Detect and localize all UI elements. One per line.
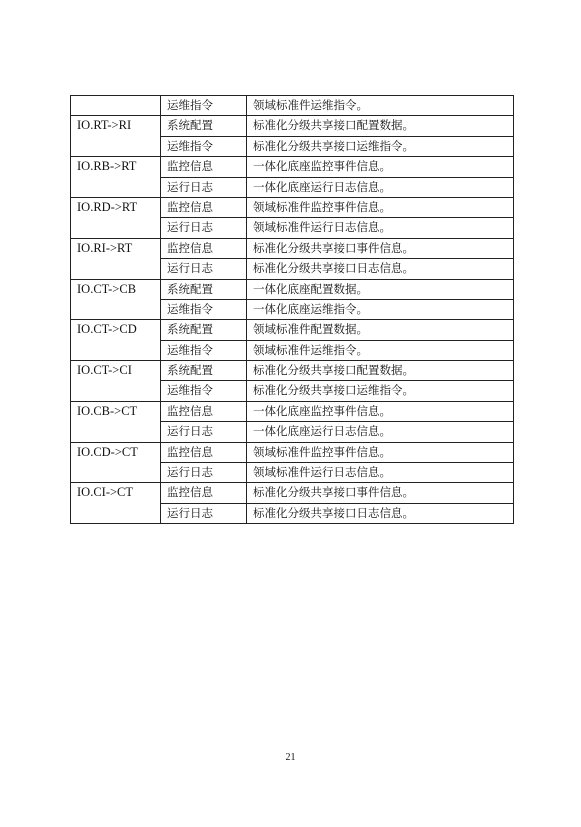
info-type-cell: 系统配置 bbox=[161, 361, 247, 381]
interface-cell: IO.RT->RI bbox=[71, 116, 161, 157]
info-type-cell: 监控信息 bbox=[161, 197, 247, 217]
description-cell: 领域标准件运行日志信息。 bbox=[247, 218, 514, 238]
info-type-cell: 系统配置 bbox=[161, 279, 247, 299]
table-row bbox=[71, 197, 514, 217]
interface-cell bbox=[71, 96, 161, 116]
interface-cell: IO.RD->RT bbox=[71, 197, 161, 238]
table-row bbox=[71, 157, 514, 177]
info-type-cell: 系统配置 bbox=[161, 320, 247, 340]
description-cell: 标准化分级共享接口日志信息。 bbox=[247, 503, 514, 523]
info-type-cell: 运行日志 bbox=[161, 463, 247, 483]
table-row bbox=[71, 320, 514, 340]
info-type-cell: 运维指令 bbox=[161, 136, 247, 156]
description-cell: 领域标准件配置数据。 bbox=[247, 320, 514, 340]
table-row bbox=[71, 96, 514, 116]
interface-cell: IO.CT->CD bbox=[71, 320, 161, 361]
table-row bbox=[71, 238, 514, 258]
table-row bbox=[71, 361, 514, 381]
info-type-cell: 监控信息 bbox=[161, 442, 247, 462]
info-type-cell: 系统配置 bbox=[161, 116, 247, 136]
info-type-cell: 运维指令 bbox=[161, 340, 247, 360]
table-row bbox=[71, 442, 514, 462]
info-type-cell: 运行日志 bbox=[161, 218, 247, 238]
interface-cell: IO.RB->RT bbox=[71, 157, 161, 198]
info-type-cell: 运维指令 bbox=[161, 96, 247, 116]
interface-cell: IO.CT->CI bbox=[71, 361, 161, 402]
description-cell: 一体化底座监控事件信息。 bbox=[247, 401, 514, 421]
info-type-cell: 运行日志 bbox=[161, 259, 247, 279]
info-type-cell: 运维指令 bbox=[161, 299, 247, 319]
info-type-cell: 运行日志 bbox=[161, 177, 247, 197]
page-number: 21 bbox=[285, 752, 296, 763]
description-cell: 一体化底座监控事件信息。 bbox=[247, 157, 514, 177]
description-cell: 一体化底座配置数据。 bbox=[247, 279, 514, 299]
table-row bbox=[71, 401, 514, 421]
table-row bbox=[71, 483, 514, 503]
description-cell: 一体化底座运行日志信息。 bbox=[247, 177, 514, 197]
table-row bbox=[71, 279, 514, 299]
description-cell: 一体化底座运行日志信息。 bbox=[247, 422, 514, 442]
description-cell: 领域标准件运维指令。 bbox=[247, 340, 514, 360]
info-type-cell: 监控信息 bbox=[161, 483, 247, 503]
info-type-cell: 运行日志 bbox=[161, 422, 247, 442]
info-type-cell: 运行日志 bbox=[161, 503, 247, 523]
interface-cell: IO.CD->CT bbox=[71, 442, 161, 483]
description-cell: 领域标准件运维指令。 bbox=[247, 96, 514, 116]
info-type-cell: 监控信息 bbox=[161, 238, 247, 258]
description-cell: 领域标准件运行日志信息。 bbox=[247, 463, 514, 483]
table-row bbox=[71, 116, 514, 136]
description-cell: 标准化分级共享接口配置数据。 bbox=[247, 361, 514, 381]
info-type-cell: 运维指令 bbox=[161, 381, 247, 401]
description-cell: 一体化底座运维指令。 bbox=[247, 299, 514, 319]
description-cell: 标准化分级共享接口配置数据。 bbox=[247, 116, 514, 136]
description-cell: 标准化分级共享接口日志信息。 bbox=[247, 259, 514, 279]
info-type-cell: 监控信息 bbox=[161, 401, 247, 421]
interface-table bbox=[70, 95, 514, 524]
description-cell: 标准化分级共享接口事件信息。 bbox=[247, 483, 514, 503]
interface-cell: IO.RI->RT bbox=[71, 238, 161, 279]
description-cell: 标准化分级共享接口运维指令。 bbox=[247, 136, 514, 156]
description-cell: 领域标准件监控事件信息。 bbox=[247, 442, 514, 462]
info-type-cell: 监控信息 bbox=[161, 157, 247, 177]
description-cell: 标准化分级共享接口事件信息。 bbox=[247, 238, 514, 258]
description-cell: 领域标准件监控事件信息。 bbox=[247, 197, 514, 217]
interface-cell: IO.CB->CT bbox=[71, 401, 161, 442]
interface-cell: IO.CT->CB bbox=[71, 279, 161, 320]
description-cell: 标准化分级共享接口运维指令。 bbox=[247, 381, 514, 401]
interface-cell: IO.CI->CT bbox=[71, 483, 161, 524]
